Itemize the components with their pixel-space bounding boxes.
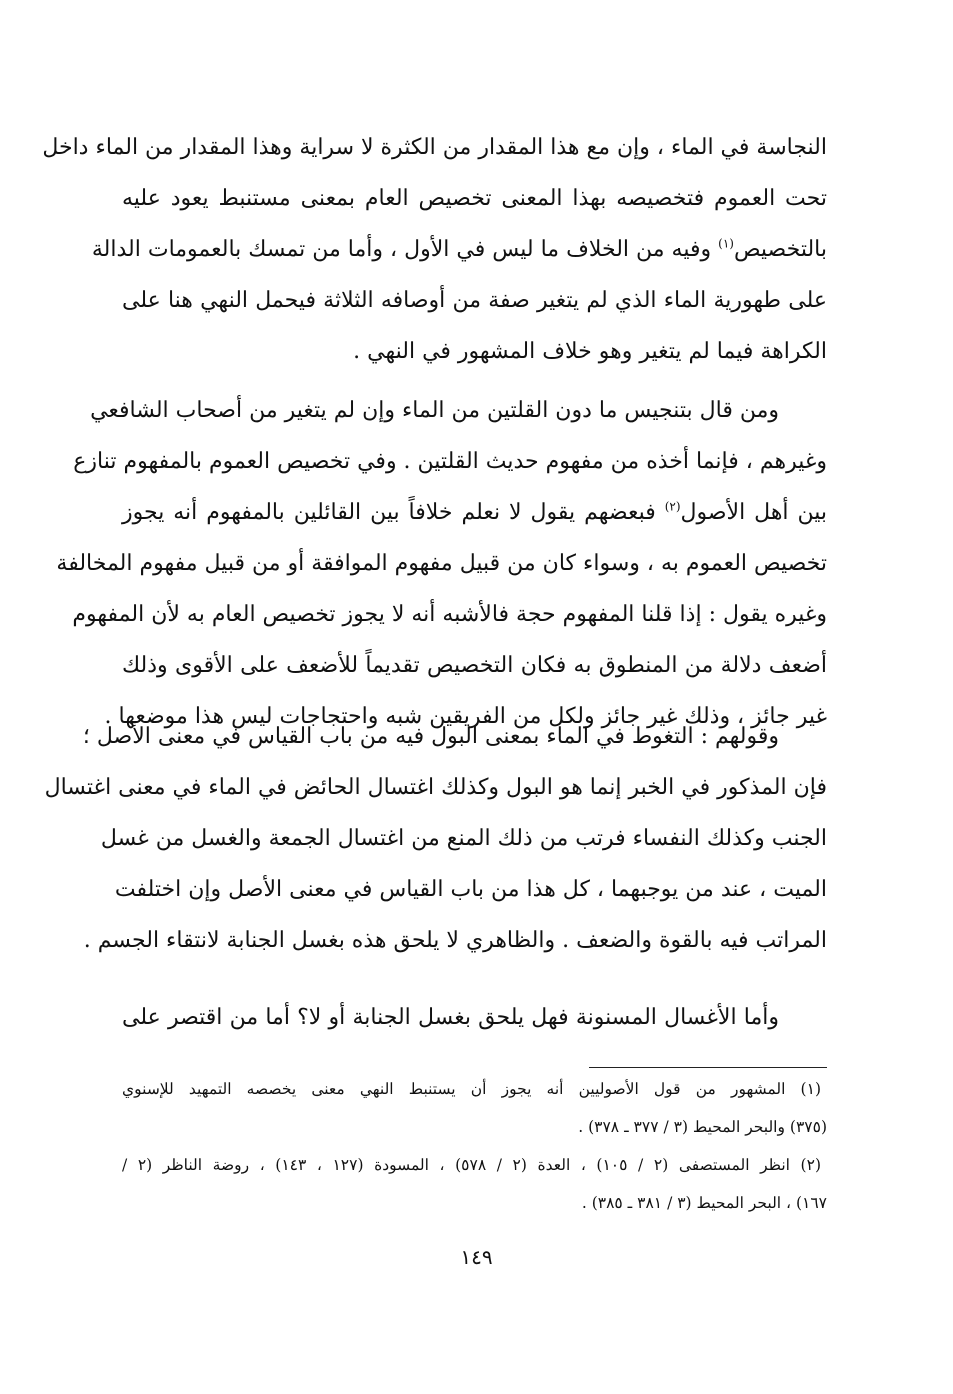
footnote-ref-2[interactable]: (٢)	[664, 499, 681, 514]
text-run: وفيه من الخلاف ما ليس في الأول ، وأما من تمسك بالعمومات الدالة	[91, 237, 712, 262]
text-line: ومن قال بتنجيس ما دون القلتين من الماء وإن لم يتغير من أصحاب الشافعي	[90, 398, 779, 423]
text-line: وغيرهم ، فإنما أخذه من مفهوم حديث القلتين . وفي تخصيص العموم بالمفهوم تنازع	[73, 449, 827, 474]
text-line: الكراهة فيما لم يتغير وهو خلاف المشهور في النهي .	[353, 339, 827, 364]
footnotes	[122, 1070, 827, 1222]
paragraph-4	[122, 992, 827, 1043]
footnote-line: (٣٧٥) والبحر المحيط (٣ / ٣٧٧ ـ ٣٧٨) .	[578, 1118, 827, 1136]
footnote-2	[122, 1146, 827, 1222]
text-line: الجنب وكذلك النفساء فرتب من ذلك المنع من اغتسال الجمعة والغسل من غسل	[100, 826, 827, 851]
text-line: النجاسة في الماء ، وإن مع هذا المقدار من الكثرة لا سراية وهذا المقدار من الماء داخل	[42, 135, 827, 160]
text-line: على طهورية الماء الذي لم يتغير صفة من أوصافه الثلاثة فيحمل النهي هنا على	[122, 288, 827, 313]
text-line	[91, 224, 827, 275]
text-run: بين أهل الأصول	[680, 500, 827, 525]
text-line: وقولهم : التغوط في الماء بمعنى البول فيه من باب القياس في معنى الأصل ؛	[82, 724, 779, 749]
footnote-line: (١) المشهور من قول الأصوليين أنه يجوز أن يستنبط النهي معنى يخصصه التمهيد للإسنوي	[122, 1080, 821, 1098]
text-line: أضعف دلالة من المنطوق به فكان التخصيص تقديماً للأضعف على الأقوى وذلك	[122, 653, 827, 678]
text-run: بالتخصيص	[733, 237, 827, 262]
text-line: المراتب فيه بالقوة والضعف . والظاهري لا يلحق هذه بغسل الجنابة لانتقاء الجسم .	[83, 928, 827, 953]
page-number: ١٤٩	[460, 1245, 493, 1269]
paragraph-1	[42, 122, 827, 377]
footnote-1	[122, 1070, 827, 1146]
text-line: وأما الأغسال المسنونة فهل يلحق بغسل الجنابة أو لا؟ أما من اقتصر على	[122, 1005, 779, 1030]
text-run: فبعضهم يقول لا نعلم خلافاً بين القائلين بالمفهوم أنه يجوز	[122, 500, 656, 525]
footnote-line: (٢) انظر المستصفى (٢ / ١٠٥) ، العدة (٢ / ٥٧٨) ، المسودة (١٢٧ ، ١٤٣) ، روضة الناظر (٢ /	[122, 1156, 821, 1174]
paragraph-3	[44, 711, 827, 966]
footnote-ref-1[interactable]: (١)	[718, 236, 734, 251]
text-line: غير جائز ، وذلك غير جائز ولكل من الفريقين شبه واحتجاجات ليس هذا موضعها .	[104, 704, 827, 729]
text-line	[122, 487, 827, 538]
paragraph-2	[56, 385, 827, 742]
text-line: تحت العموم فتخصيصه بهذا المعنى تخصيص العام بمعنى مستنبط يعود عليه	[122, 186, 827, 211]
text-line: فإن المذكور في الخبر إنما هو البول وكذلك اغتسال الحائض في الماء في معنى اغتسال	[44, 775, 827, 800]
footnote-line: ١٦٧) ، البحر المحيط (٣ / ٣٨١ ـ ٣٨٥) .	[581, 1194, 827, 1212]
text-line: وغيره يقول : إذا قلنا المفهوم حجة فالأشبه أنه لا يجوز تخصيص العام به لأن المفهوم	[72, 602, 827, 627]
text-line: تخصيص العموم به ، وسواء كان من قبيل مفهوم الموافقة أو من قبيل مفهوم المخالفة	[56, 551, 827, 576]
text-line: الميت ، عند من يوجبهما ، كل هذا من باب القياس في معنى الأصل وإن اختلفت	[114, 877, 827, 902]
footnote-separator	[589, 1067, 827, 1068]
